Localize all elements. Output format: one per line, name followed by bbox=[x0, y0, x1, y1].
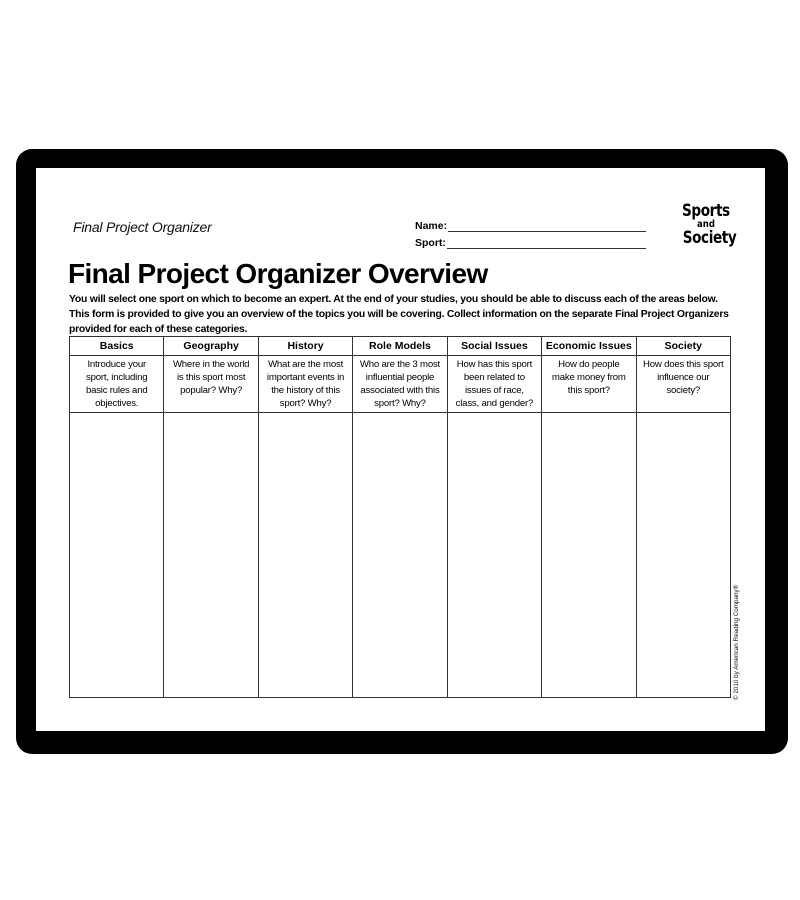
prompt-history: What are the most important events in the history of this sport? Why? bbox=[258, 356, 352, 413]
name-field[interactable] bbox=[415, 220, 646, 232]
sports-and-society-logo bbox=[676, 203, 736, 247]
column-header-role-models: Role Models bbox=[353, 337, 447, 356]
copyright-notice: © 2010 by American Reading Company® bbox=[733, 584, 740, 700]
prompt-row bbox=[70, 356, 731, 413]
prompt-basics: Introduce your sport, including basic rules and objectives. bbox=[70, 356, 164, 413]
sport-input-line[interactable] bbox=[447, 247, 646, 249]
answer-cell-economic-issues[interactable] bbox=[542, 413, 636, 698]
page-title: Final Project Organizer Overview bbox=[68, 258, 488, 289]
logo-line-1: Sports bbox=[682, 201, 730, 221]
answer-row bbox=[70, 413, 731, 698]
logo-line-2: and bbox=[697, 219, 715, 230]
column-header-basics: Basics bbox=[70, 337, 164, 356]
logo-line-3: Society bbox=[682, 228, 737, 248]
organizer-table bbox=[69, 336, 731, 698]
prompt-economic-issues: How do people make money from this sport? bbox=[542, 356, 636, 413]
answer-cell-society[interactable] bbox=[636, 413, 730, 698]
column-header-society: Society bbox=[636, 337, 730, 356]
name-label: Name: bbox=[415, 220, 448, 232]
answer-cell-basics[interactable] bbox=[70, 413, 164, 698]
name-input-line[interactable] bbox=[448, 230, 646, 232]
column-header-economic-issues: Economic Issues bbox=[542, 337, 636, 356]
instructions-text: You will select one sport on which to become an expert. At the end of your studies, you should be able to discuss each of the areas below. This form is provided to give you an overview of the topics you will be covering. Collect information on the separate Final Project Organizers provided for each of these categories. bbox=[69, 294, 729, 335]
answer-cell-role-models[interactable] bbox=[353, 413, 447, 698]
prompt-social-issues: How has this sport been related to issues of race, class, and gender? bbox=[447, 356, 541, 413]
prompt-role-models: Who are the 3 most influential people associated with this sport? Why? bbox=[353, 356, 447, 413]
answer-cell-history[interactable] bbox=[258, 413, 352, 698]
header-row bbox=[70, 337, 731, 356]
answer-cell-social-issues[interactable] bbox=[447, 413, 541, 698]
column-header-history: History bbox=[258, 337, 352, 356]
column-header-geography: Geography bbox=[164, 337, 258, 356]
sport-label: Sport: bbox=[415, 237, 446, 249]
prompt-society: How does this sport influence our society? bbox=[636, 356, 730, 413]
worksheet-subtitle: Final Project Organizer bbox=[73, 219, 212, 235]
sport-field[interactable] bbox=[415, 237, 646, 249]
prompt-geography: Where in the world is this sport most popular? Why? bbox=[164, 356, 258, 413]
answer-cell-geography[interactable] bbox=[164, 413, 258, 698]
column-header-social-issues: Social Issues bbox=[447, 337, 541, 356]
